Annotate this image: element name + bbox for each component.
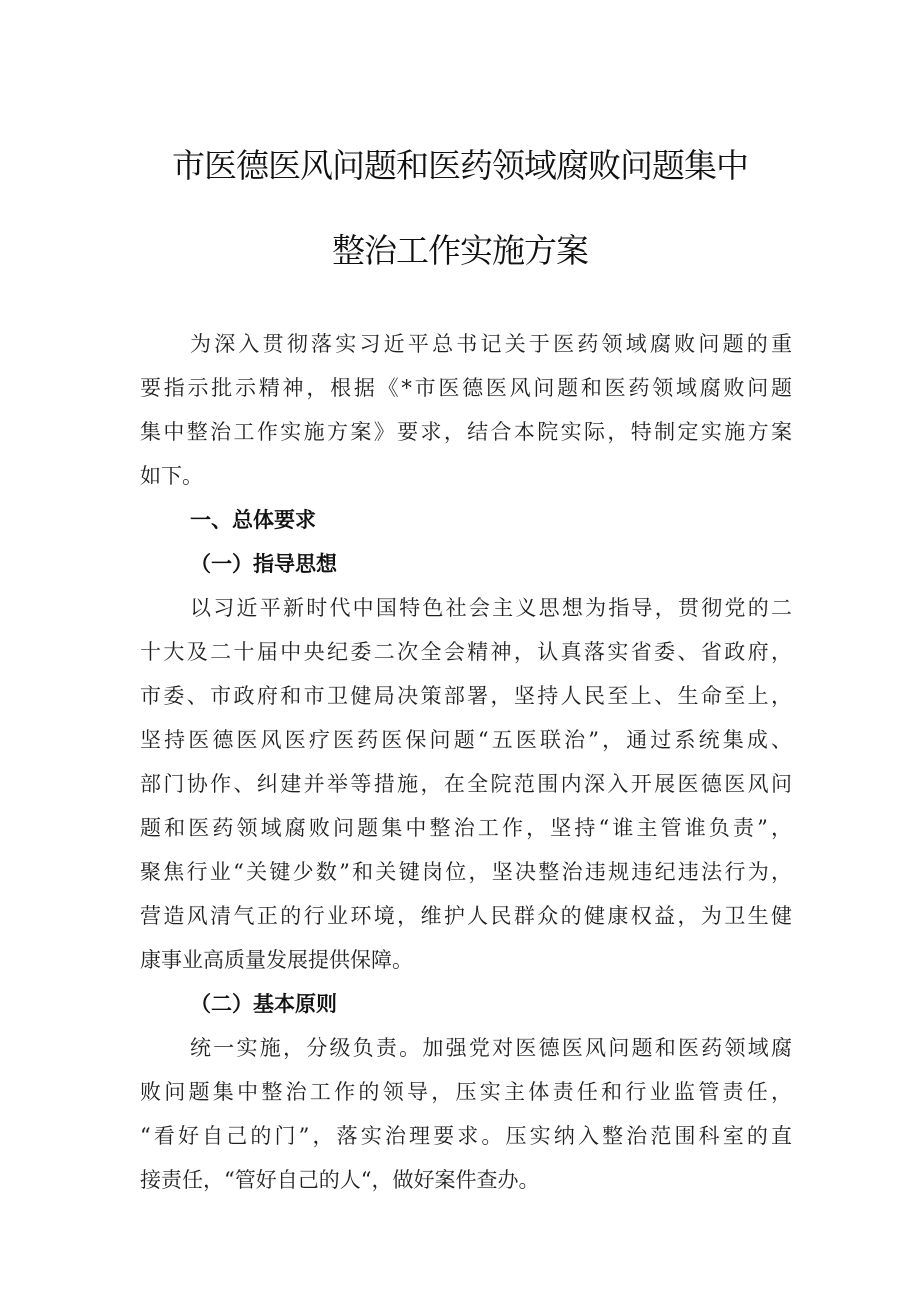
- guiding-ideology-line-3: 市委、市政府和市卫健局决策部署，坚持人民至上、生命至上，: [140, 684, 792, 708]
- section-heading-general-requirements: 一、总体要求: [190, 507, 316, 532]
- guiding-ideology-line-6: 题和医药领域腐败问题集中整治工作，坚持“谁主管谁负责”，: [140, 816, 792, 840]
- guiding-ideology-line-1: 以习近平新时代中国特色社会主义思想为指导，贯彻党的二: [190, 596, 792, 620]
- document-title-line-1: 市医德医风问题和医药领域腐败问题集中: [172, 146, 748, 185]
- subsection-heading-guiding-ideology: （一）指导思想: [190, 551, 337, 576]
- basic-principles-line-1: 统一实施，分级负责。加强党对医德医风问题和医药领域腐: [190, 1036, 792, 1060]
- document-title-line-2: 整治工作实施方案: [332, 231, 588, 270]
- basic-principles-line-2: 败问题集中整治工作的领导，压实主体责任和行业监管责任，: [140, 1080, 792, 1104]
- guiding-ideology-line-5: 部门协作、纠建并举等措施，在全院范围内深入开展医德医风问: [140, 772, 792, 796]
- basic-principles-line-4: 接责任，“管好自己的人“，做好案件查办。: [140, 1168, 540, 1192]
- intro-line-2: 要指示批示精神，根据《*市医德医风问题和医药领域腐败问题: [140, 376, 792, 400]
- guiding-ideology-line-7: 聚焦行业“关键少数”和关键岗位，坚决整治违规违纪违法行为，: [140, 860, 792, 884]
- subsection-heading-basic-principles: （二）基本原则: [190, 991, 337, 1016]
- guiding-ideology-line-2: 十大及二十届中央纪委二次全会精神，认真落实省委、省政府，: [140, 640, 792, 664]
- intro-line-1: 为深入贯彻落实习近平总书记关于医药领域腐败问题的重: [190, 332, 792, 356]
- guiding-ideology-line-8: 营造风清气正的行业环境，维护人民群众的健康权益，为卫生健: [140, 904, 792, 928]
- intro-line-4: 如下。: [140, 464, 203, 488]
- guiding-ideology-line-9: 康事业高质量发展提供保障。: [140, 948, 413, 972]
- guiding-ideology-line-4: 坚持医德医风医疗医药医保问题“五医联治”，通过系统集成、: [140, 728, 792, 752]
- intro-line-3: 集中整治工作实施方案》要求，结合本院实际，特制定实施方案: [140, 420, 792, 444]
- basic-principles-line-3: “看好自己的门”，落实治理要求。压实纳入整治范围科室的直: [140, 1124, 792, 1148]
